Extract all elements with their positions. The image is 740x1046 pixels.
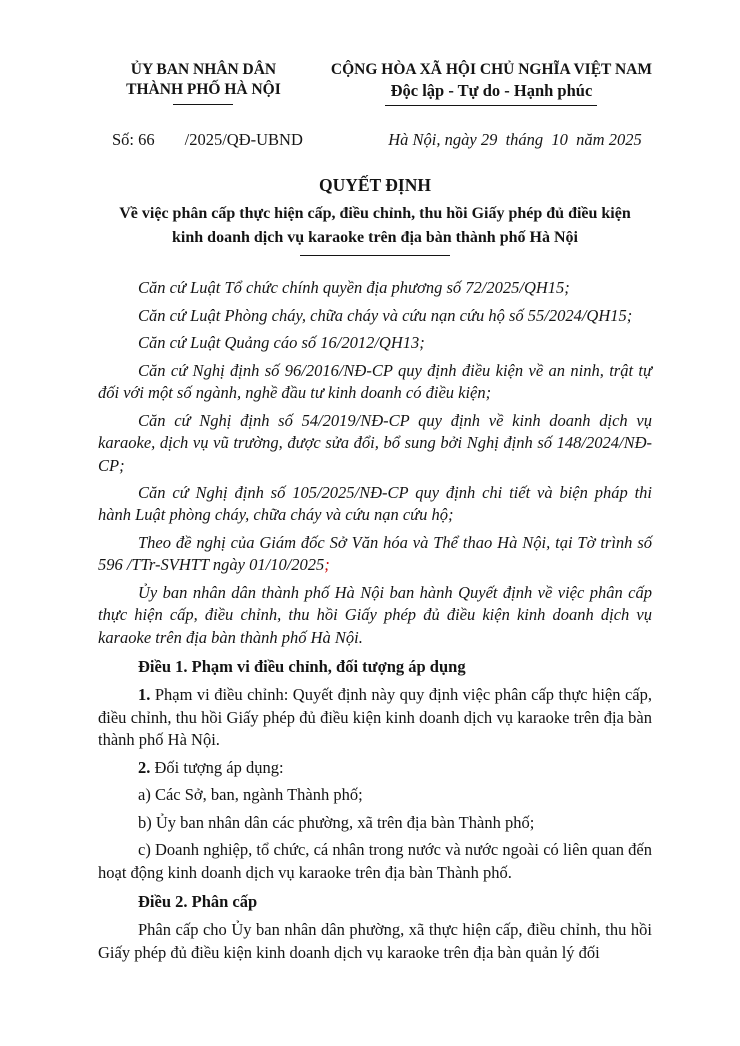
article-1-heading: Điều 1. Phạm vi điều chỉnh, đối tượng áp dụng [138, 657, 466, 677]
point-text: b) Ủy ban nhân dân các phường, xã trên địa bàn Thành phố; [138, 812, 535, 832]
national-header-block [309, 60, 652, 106]
clause-text: Phạm vi điều chỉnh: Quyết định này quy định việc phân cấp thực hiện cấp, điều chỉnh, thu hồi Giấy phép đủ điều kiện kinh doanh dịch vụ karaoke trên địa bàn thành phố Hà Nội. [98, 685, 652, 750]
document-type-title: QUYẾT ĐỊNH [319, 174, 431, 195]
national-name: CỘNG HÒA XÃ HỘI CHỦ NGHĨA VIỆT NAM [330, 61, 652, 78]
clause-number: 1. [138, 685, 151, 705]
preamble-paragraph [98, 532, 652, 577]
preamble-paragraph: Ủy ban nhân dân thành phố Hà Nội ban hành Quyết định về việc phân cấp thực hiện cấp, điều chỉnh, thu hồi Giấy phép đủ điều kiện kinh doanh dịch vụ karaoke trên địa bàn thành phố Hà Nội. [98, 582, 652, 647]
article-2-body: Phân cấp cho Ủy ban nhân dân phường, xã thực hiện cấp, điều chỉnh, thu hồi Giấy phép đủ điều kiện kinh doanh dịch vụ karaoke trên địa bàn quản lý đối [98, 920, 652, 962]
preamble-paragraph: Căn cứ Luật Quảng cáo số 16/2012/QH13; [138, 333, 425, 353]
point-text: a) Các Sở, ban, ngành Thành phố; [138, 785, 363, 805]
document-number-label: Số: 66 [112, 130, 155, 150]
article-1-point-b [98, 812, 652, 834]
article-2-heading: Điều 2. Phân cấp [138, 891, 258, 911]
preamble-paragraph: Căn cứ Luật Phòng cháy, chữa cháy và cứu nạn cứu hộ số 55/2024/QH15; [138, 305, 633, 325]
meta-row [98, 129, 652, 151]
preamble-text: Theo đề nghị của Giám đốc Sở Văn hóa và Thể thao Hà Nội, tại Tờ trình số 596 /TTr-SVHTT ngày 01/10/2025 [98, 532, 652, 575]
document-body [98, 277, 652, 964]
issuing-authority-block [98, 60, 309, 105]
document-subject-line2: kinh doanh dịch vụ karaoke trên địa bàn thành phố Hà Nội [172, 229, 578, 247]
title-block [58, 174, 692, 257]
preamble-paragraph: Căn cứ Nghị định số 96/2016/NĐ-CP quy định điều kiện về an ninh, trật tự đối với một số ngành, nghề đầu tư kinh doanh có điều kiện; [98, 360, 652, 403]
article-1-clause-1 [98, 684, 652, 751]
place-and-date: Hà Nội, ngày 29 tháng 10 năm 2025 [388, 130, 642, 150]
national-motto: Độc lập - Tự do - Hạnh phúc [390, 81, 593, 101]
article-1-clause-2 [98, 757, 652, 779]
point-text: c) Doanh nghiệp, tổ chức, cá nhân trong nước và nước ngoài có liên quan đến hoạt động kinh doanh dịch vụ karaoke trên địa bàn Thành phố. [98, 840, 652, 882]
document-number [98, 129, 350, 151]
authority-line2: THÀNH PHỐ HÀ NỘI [126, 81, 281, 99]
document-subject [58, 202, 692, 250]
authority-underline [173, 104, 233, 105]
document-header [98, 60, 652, 106]
preamble-paragraph: Căn cứ Nghị định số 54/2019/NĐ-CP quy định về kinh doanh dịch vụ karaoke, dịch vụ vũ trường, được sửa đổi, bổ sung bởi Nghị định số 148/2024/NĐ-CP; [98, 410, 652, 475]
motto-underline [385, 105, 597, 106]
article-1-point-a [98, 784, 652, 806]
clause-number: 2. [138, 757, 151, 777]
red-semicolon: ; [324, 555, 330, 575]
preamble-paragraph: Căn cứ Luật Tổ chức chính quyền địa phương số 72/2025/QH15; [138, 278, 570, 298]
document-number-suffix: /2025/QĐ-UBND [184, 130, 303, 150]
article-1-point-c [98, 839, 652, 884]
clause-text: Đối tượng áp dụng: [150, 757, 284, 777]
preamble-paragraph: Căn cứ Nghị định số 105/2025/NĐ-CP quy định chi tiết và biện pháp thi hành Luật phòng cháy, chữa cháy và cứu nạn cứu hộ; [98, 482, 652, 525]
title-underline [300, 255, 450, 256]
document-subject-line1: Về việc phân cấp thực hiện cấp, điều chỉnh, thu hồi Giấy phép đủ điều kiện [119, 205, 631, 223]
authority-line1: ỦY BAN NHÂN DÂN [130, 61, 277, 78]
